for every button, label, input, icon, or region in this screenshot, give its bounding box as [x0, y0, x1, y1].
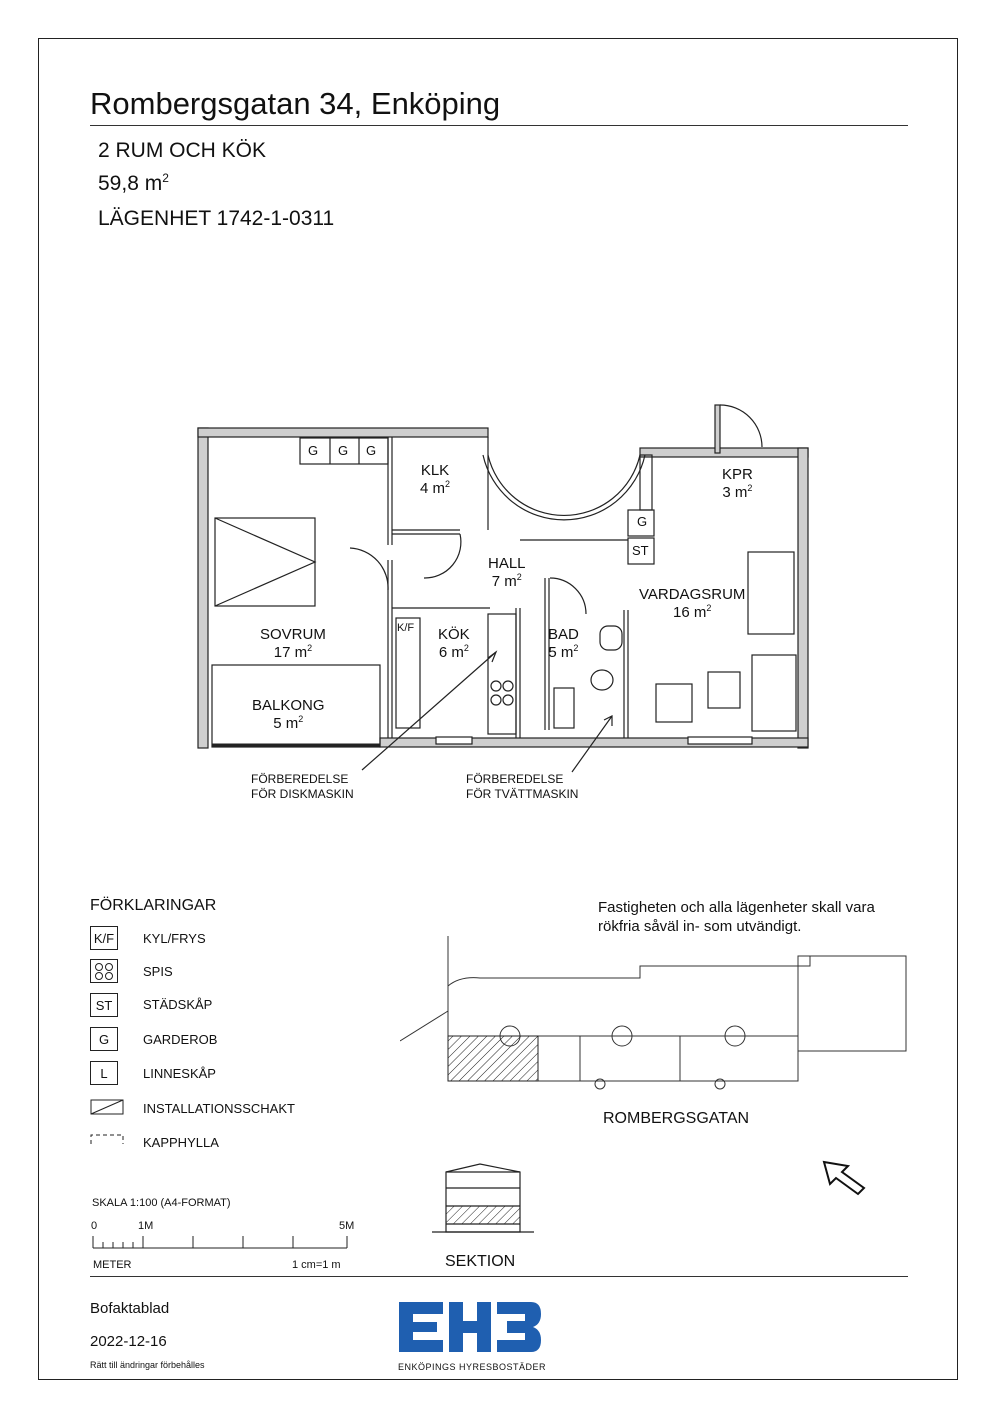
wardrobe-code-1: G	[308, 443, 319, 458]
legend-label-spis: SPIS	[143, 964, 173, 979]
legend-hatshelf-icon	[90, 1132, 126, 1152]
smoke-free-notice: Fastigheten och alla lägenheter skall vara rökfria såväl in- som utvändigt.	[598, 899, 875, 935]
site-plan	[400, 936, 912, 1106]
note-washer: FÖRBEREDELSE FÖR TVÄTTMASKIN	[466, 772, 579, 801]
scale-tick-5: 5M	[339, 1220, 355, 1232]
legend-label-shaft: INSTALLATIONSSCHAKT	[143, 1101, 295, 1116]
legend-symbol-l: L	[90, 1061, 118, 1085]
legend-symbol-stove-icon	[90, 959, 118, 983]
wardrobe-code-2: G	[338, 443, 349, 458]
scale-tick-1: 1M	[138, 1220, 154, 1232]
legend-symbol-st: ST	[90, 993, 118, 1017]
room-vardagsrum: VARDAGSRUM 16 $m^2$	[639, 586, 746, 621]
section-drawing	[430, 1162, 540, 1248]
scale-unit: METER	[93, 1259, 132, 1271]
doc-date: 2022-12-16	[90, 1333, 167, 1350]
note-dishwasher: FÖRBEREDELSE FÖR DISKMASKIN	[251, 772, 354, 801]
scale-ratio: 1 cm=1 m	[292, 1259, 341, 1271]
legend-title: FÖRKLARINGAR	[90, 897, 217, 914]
page-title: Rombergsgatan 34, Enköping	[90, 86, 501, 121]
company-name: ENKÖPINGS HYRESBOSTÄDER	[398, 1362, 547, 1372]
room-bad: BAD 5 $m^2$	[548, 626, 579, 661]
street-name: ROMBERGSGATAN	[603, 1110, 750, 1127]
room-kpr: KPR 3 $m^2$	[722, 466, 753, 501]
company-logo	[395, 1296, 545, 1358]
kpr-code-g: G	[637, 514, 648, 529]
legend-shaft-icon	[90, 1098, 126, 1118]
kpr-code-st: ST	[632, 543, 649, 558]
legend-symbol-kf: K/F	[90, 926, 118, 950]
legend-label-g: GARDEROB	[143, 1032, 218, 1047]
legend-label-hatshelf: KAPPHYLLA	[143, 1135, 219, 1150]
room-klk: KLK 4 $m^2$	[420, 462, 451, 497]
room-hall: HALL 7 $m^2$	[488, 555, 526, 590]
north-arrow-icon	[818, 1156, 870, 1200]
doc-type: Bofaktablad	[90, 1300, 170, 1317]
apartment-number: LÄGENHET 1742-1-0311	[98, 207, 335, 230]
disclaimer: Rätt till ändringar förbehålles	[90, 1360, 205, 1370]
wardrobe-code-3: G	[366, 443, 377, 458]
section-label: SEKTION	[445, 1253, 516, 1270]
room-sovrum: SOVRUM 17 $m^2$	[260, 626, 326, 661]
scale-bar	[90, 1232, 350, 1252]
apartment-area: 59,8 $m^2$	[98, 171, 169, 195]
room-kok: KÖK 6 $m^2$	[438, 626, 470, 661]
legend-label-kf: KYL/FRYS	[143, 931, 206, 946]
room-count: 2 RUM OCH KÖK	[98, 139, 267, 162]
scale-tick-0: 0	[91, 1220, 98, 1232]
room-balkong: BALKONG 5 $m^2$	[252, 697, 325, 732]
footer-rule	[90, 1276, 908, 1277]
legend-symbol-g: G	[90, 1027, 118, 1051]
legend-label-st: STÄDSKÅP	[143, 997, 213, 1012]
legend-label-l: LINNESKÅP	[143, 1066, 216, 1081]
scale-label: SKALA 1:100 (A4-FORMAT)	[92, 1197, 231, 1209]
fridge-code: K/F	[397, 622, 415, 634]
